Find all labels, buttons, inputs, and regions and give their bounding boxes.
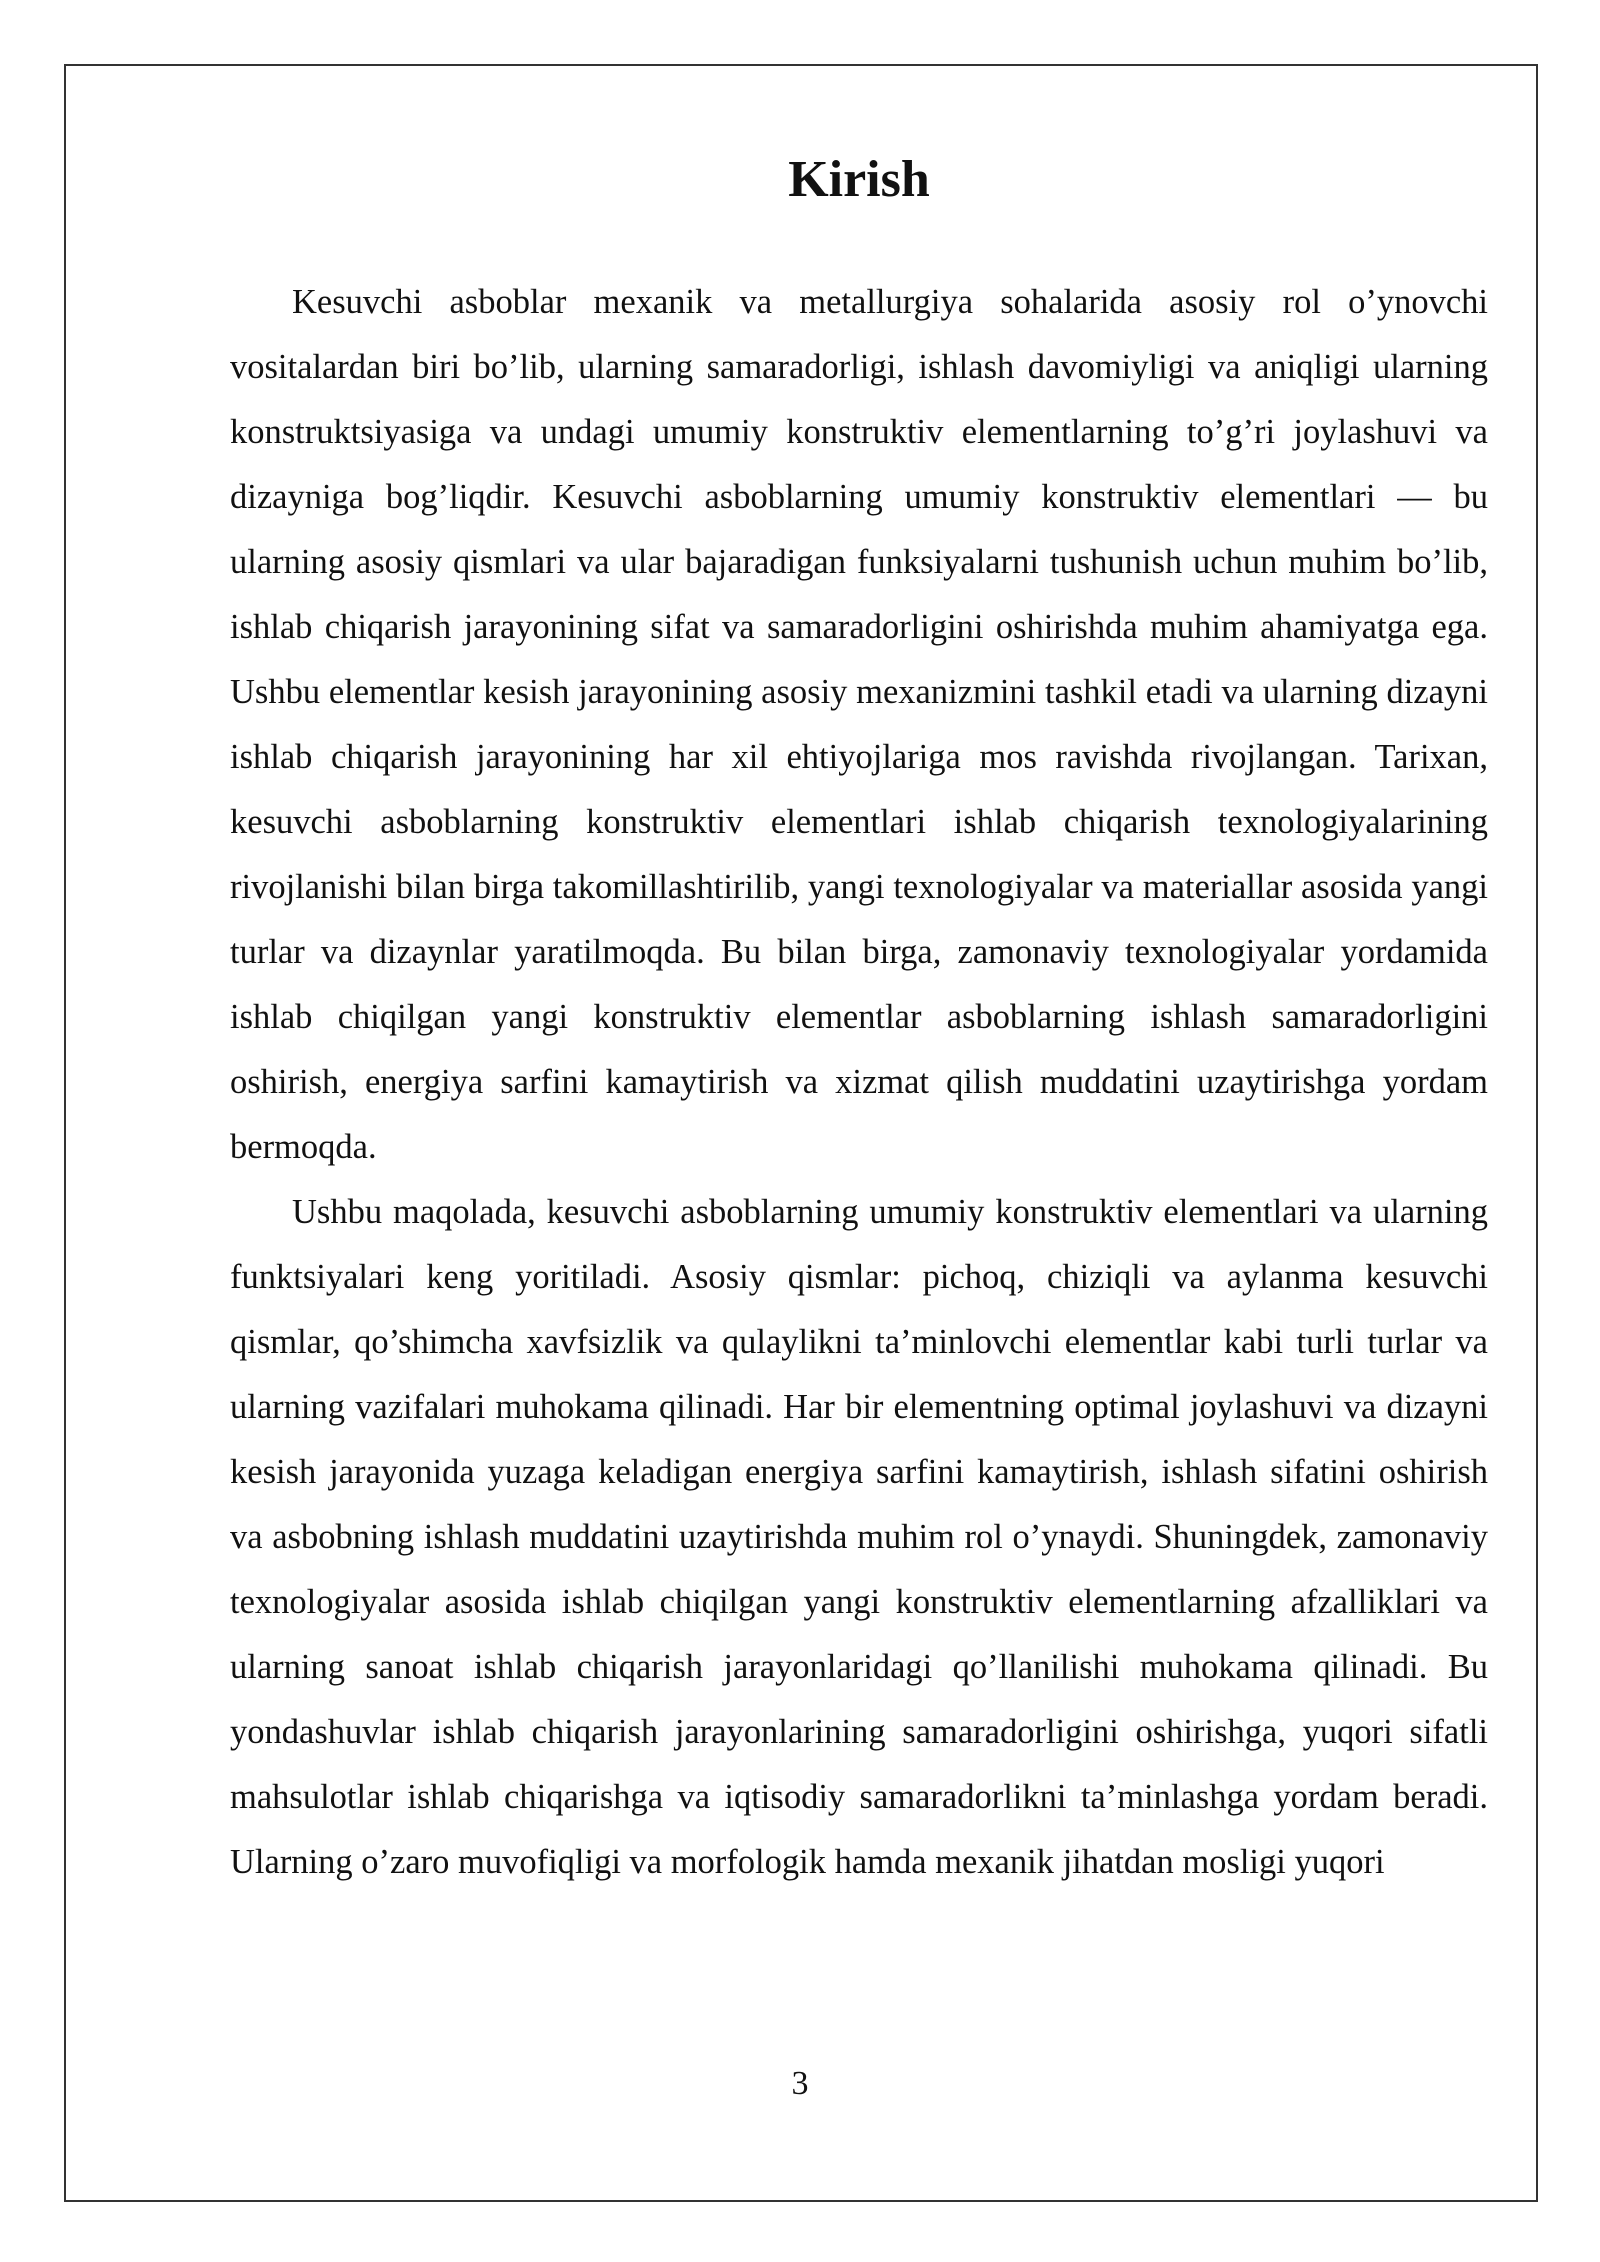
paragraph-2: Ushbu maqolada, kesuvchi asboblarning umumiy konstruktiv elementlari va ularning funktsiyalari keng yoritiladi. Asosiy qismlar: pichoq, chiziqli va aylanma kesuvchi qismlar, qo’shimcha xavfsizlik va qulaylikni ta’minlovchi elementlar kabi turli turlar va ularning vazifalari muhokama qilinadi. Har bir elementning optimal joylashuvi va dizayni kesish jarayonida yuzaga keladigan energiya sarfini kamaytirish, ishlash sifatini oshirish va asbobning ishlash muddatini uzaytirishda muhim rol o’ynaydi. Shuningdek, zamonaviy texnologiyalar asosida ishlab chiqilgan yangi konstruktiv elementlarning afzalliklari va ularning sanoat ishlab chiqarish jarayonlaridagi qo’llanilishi muhokama qilinadi. Bu yondashuvlar ishlab chiqarish jarayonlarining samaradorligini oshirishga, yuqori sifatli mahsulotlar ishlab chiqarishga va iqtisodiy samaradorlikni ta’minlashga yordam beradi. Ularning o’zaro muvofiqligi va morfologik hamda mexanik jihatdan mosligi yuqori xyxy=(230,1193,1488,1881)
paragraph-1: Kesuvchi asboblar mexanik va metallurgiya sohalarida asosiy rol o’ynovchi vositalardan biri bo’lib, ularning samaradorligi, ishlash davomiyligi va aniqligi ularning konstruktsiyasiga va undagi umumiy konstruktiv elementlarning to’g’ri joylashuvi va dizayniga bog’liqdir. Kesuvchi asboblarning umumiy konstruktiv elementlari — bu ularning asosiy qismlari va ular bajaradigan funksiyalarni tushunish uchun muhim bo’lib, ishlab chiqarish jarayonining sifat va samaradorligini oshirishda muhim ahamiyatga ega. Ushbu elementlar kesish jarayonining asosiy mexanizmini tashkil etadi va ularning dizayni ishlab chiqarish jarayonining har xil ehtiyojlariga mos ravishda rivojlangan. Tarixan, kesuvchi asboblarning konstruktiv elementlari ishlab chiqarish texnologiyalarining rivojlanishi bilan birga takomillashtirilib, yangi texnologiyalar va materiallar asosida yangi turlar va dizaynlar yaratilmoqda. Bu bilan birga, zamonaviy texnologiyalar yordamida ishlab chiqilgan yangi konstruktiv elementlar asboblarning ishlash samaradorligini oshirish, energiya sarfini kamaytirish va xizmat qilish muddatini uzaytirishga yordam bermoqda. xyxy=(230,283,1488,1166)
page-number: 3 xyxy=(791,2065,809,2102)
page-title: Kirish xyxy=(788,151,930,208)
page-content xyxy=(230,150,1488,1895)
